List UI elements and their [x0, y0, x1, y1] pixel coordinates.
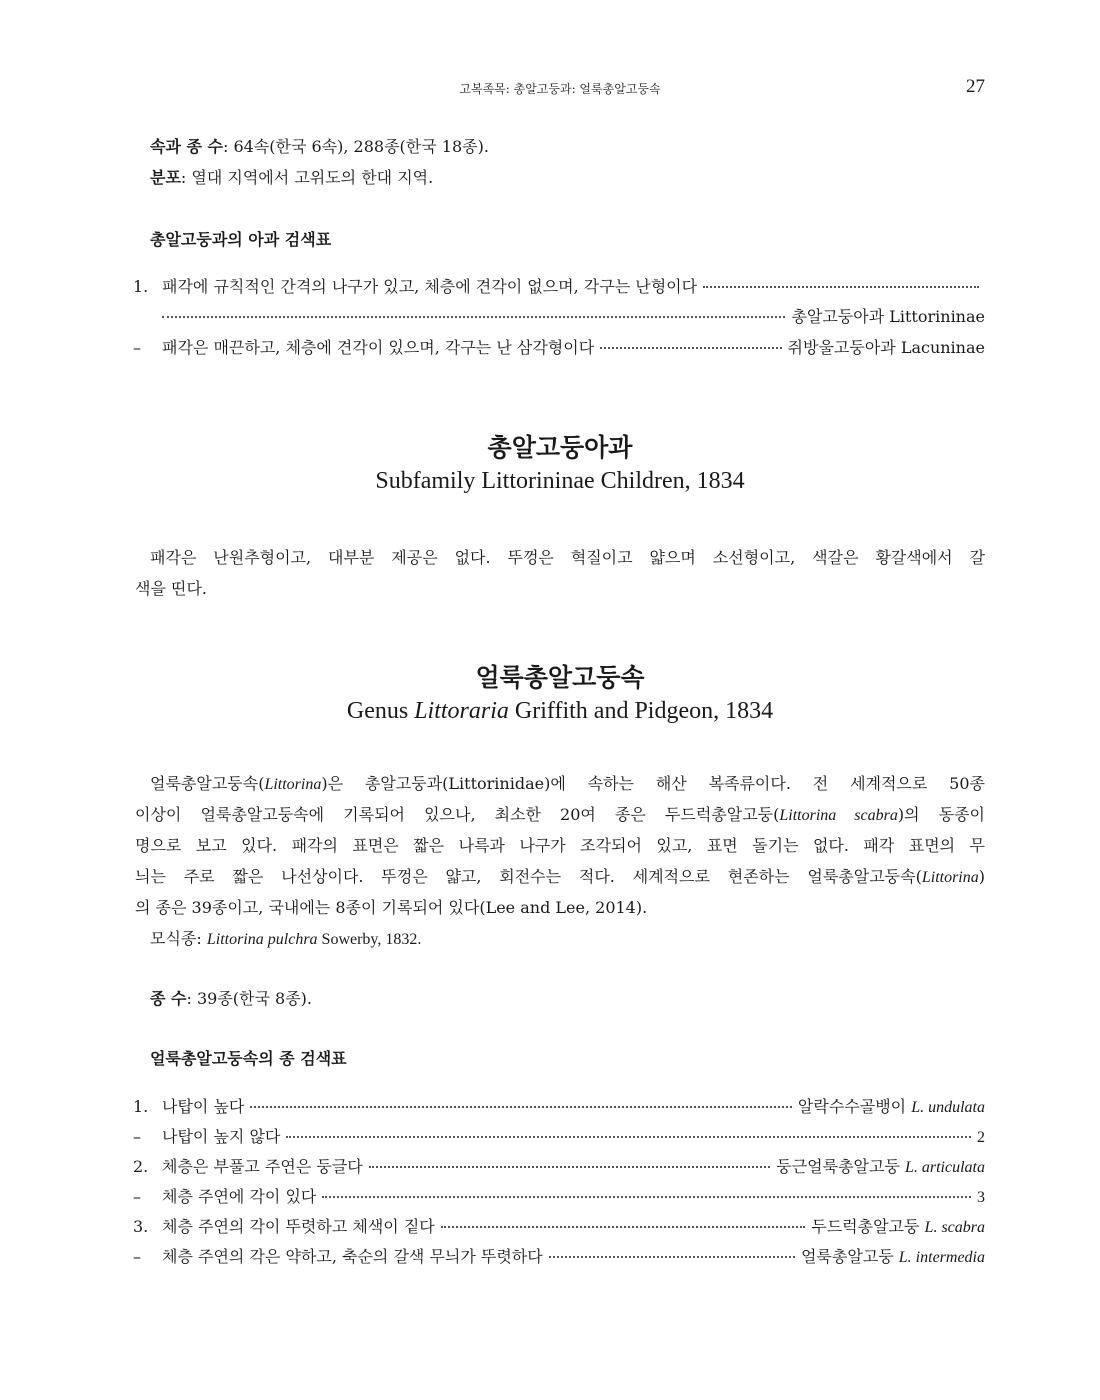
key-text: 패각은 매끈하고, 체층에 견각이 있으며, 각구는 난 삼각형이다 [162, 338, 595, 357]
key-row [133, 1244, 985, 1267]
result-latin-name: L. undulata [911, 1099, 985, 1116]
leader-dots [162, 316, 785, 318]
key-number: – [133, 338, 141, 357]
genus-paragraph-line [135, 864, 985, 887]
key-row [133, 1184, 985, 1207]
key-row [133, 1124, 985, 1147]
type-species-author: Sowerby, 1832. [317, 931, 422, 948]
genus-title-korean: 얼룩총알고둥속 [475, 663, 645, 692]
leader-dots [441, 1226, 806, 1228]
subfamily-title-latin: Subfamily Littorininae Children, 1834 [375, 468, 745, 494]
leader-dots [286, 1136, 971, 1138]
key-text: 체층은 부풀고 주연은 둥글다 [162, 1157, 363, 1176]
species-key-heading: 얼룩총알고둥속의 종 검색표 [150, 1049, 347, 1068]
type-species-name: Littorina pulchra [206, 931, 318, 948]
result-korean-name: 두드럭총알고둥 [811, 1217, 925, 1236]
key-result: 쥐방울고둥아과 Lacuninae [787, 338, 985, 357]
leader-dots [250, 1106, 792, 1108]
type-species-line [150, 926, 421, 949]
leader-dots [600, 347, 781, 349]
key-row-continuation [162, 304, 985, 327]
key-result [801, 1244, 985, 1267]
subfamily-title-korean: 총알고둥아과 [487, 433, 633, 462]
text-span: )은 총알고둥과(Littorinidae)에 속하는 해산 복족류이다. 전 세계적으로 50종 [321, 774, 985, 793]
key-number: – [133, 1187, 141, 1206]
text-span: 얼룩총알고둥속( [150, 774, 265, 793]
key-text: 체층 주연의 각이 뚜렷하고 체색이 짙다 [162, 1217, 435, 1236]
distribution-label: 분포 [150, 168, 181, 187]
key-text: 체층 주연의 각은 약하고, 축순의 갈색 무늬가 뚜렷하다 [162, 1247, 543, 1266]
genus-title-genus-name: Littoraria [414, 698, 509, 724]
leader-dots [703, 286, 979, 288]
leader-dots [369, 1166, 771, 1168]
leader-dots [322, 1196, 971, 1198]
subfamily-key-heading: 총알고둥과의 아과 검색표 [150, 230, 332, 249]
genus-title-authority: Griffith and Pidgeon, 1834 [508, 698, 774, 724]
distribution-value: : 열대 지역에서 고위도의 한대 지역. [180, 168, 434, 187]
key-result [811, 1214, 985, 1237]
key-number: 3. [133, 1217, 149, 1236]
genera-count-value: : 64속(한국 6속), 288종(한국 18종). [222, 137, 489, 156]
result-latin-name: L. scabra [924, 1219, 985, 1236]
key-row [133, 274, 985, 297]
subfamily-description-line: 색을 띤다. [135, 579, 207, 598]
key-text: 패각에 규칙적인 간격의 나구가 있고, 체층에 견각이 없으며, 각구는 난형이다 [162, 277, 698, 296]
key-row [133, 1154, 985, 1177]
key-result [798, 1094, 985, 1117]
key-text: 나탑이 높지 않다 [162, 1127, 281, 1146]
key-number: 1. [133, 277, 149, 296]
result-korean-name: 얼룩총알고둥 [800, 1247, 899, 1266]
subfamily-description-line: 패각은 난원추형이고, 대부분 제공은 없다. 뚜껑은 혁질이고 얇으며 소선형이고, 색갈은 황갈색에서 갈 [150, 548, 985, 567]
running-header: 고복족목: 총알고둥과: 얼룩총알고둥속 [459, 82, 661, 96]
species-count-line [150, 986, 312, 1009]
genus-paragraph-line: 의 종은 39종이고, 국내에는 8종이 기록되어 있다(Lee and Lee, 2014). [135, 898, 648, 917]
italic-taxon: Littorina scabra [779, 807, 898, 824]
key-result: 3 [977, 1189, 985, 1206]
key-number: 2. [133, 1157, 149, 1176]
genus-title-latin [0, 698, 1100, 725]
key-row [133, 335, 985, 358]
key-text: 나탑이 높다 [162, 1097, 245, 1116]
key-result: 2 [977, 1129, 985, 1146]
page-number: 27 [966, 76, 985, 97]
result-korean-name: 알락수수골뱅이 [797, 1097, 912, 1116]
italic-taxon: Littorina [264, 776, 322, 793]
key-number: – [133, 1127, 141, 1146]
text-span: ) [978, 867, 985, 886]
key-number: – [133, 1247, 141, 1266]
key-row [133, 1094, 985, 1117]
italic-taxon: Littorina [921, 869, 979, 886]
genus-paragraph-line [135, 771, 985, 794]
type-species-label: 모식종: [150, 929, 207, 948]
species-count-value: : 39종(한국 8종). [186, 989, 312, 1008]
result-korean-name: 둥근얼룩총알고둥 [776, 1157, 905, 1176]
species-count-label: 종 수 [150, 989, 187, 1008]
key-text: 체층 주연에 각이 있다 [162, 1187, 317, 1206]
distribution-line [150, 165, 433, 188]
genera-count-line [150, 134, 489, 157]
genus-paragraph-line: 명으로 보고 있다. 패각의 표면은 짧은 나륵과 나구가 조각되어 있고, 표면 돌기는 없다. 패각 표면의 무 [135, 836, 985, 855]
key-row [133, 1214, 985, 1237]
genus-paragraph-line [135, 802, 985, 825]
result-latin-name: L. intermedia [898, 1249, 985, 1266]
genera-count-label: 속과 종 수 [150, 137, 223, 156]
key-result [776, 1154, 985, 1177]
text-span: 이상이 얼룩총알고둥속에 기록되어 있으나, 최소한 20여 종은 두드럭총알고둥( [135, 805, 780, 824]
text-span: 늬는 주로 짧은 나선상이다. 뚜껑은 얇고, 회전수는 적다. 세계적으로 현존하는 얼룩총알고둥속( [135, 867, 922, 886]
result-latin-name: L. articulata [904, 1159, 985, 1176]
key-result: 총알고둥아과 Littorininae [791, 307, 985, 326]
text-span: )의 동종이 [897, 805, 986, 824]
leader-dots [549, 1256, 795, 1258]
genus-title-prefix: Genus [346, 698, 415, 724]
key-number: 1. [133, 1097, 149, 1116]
